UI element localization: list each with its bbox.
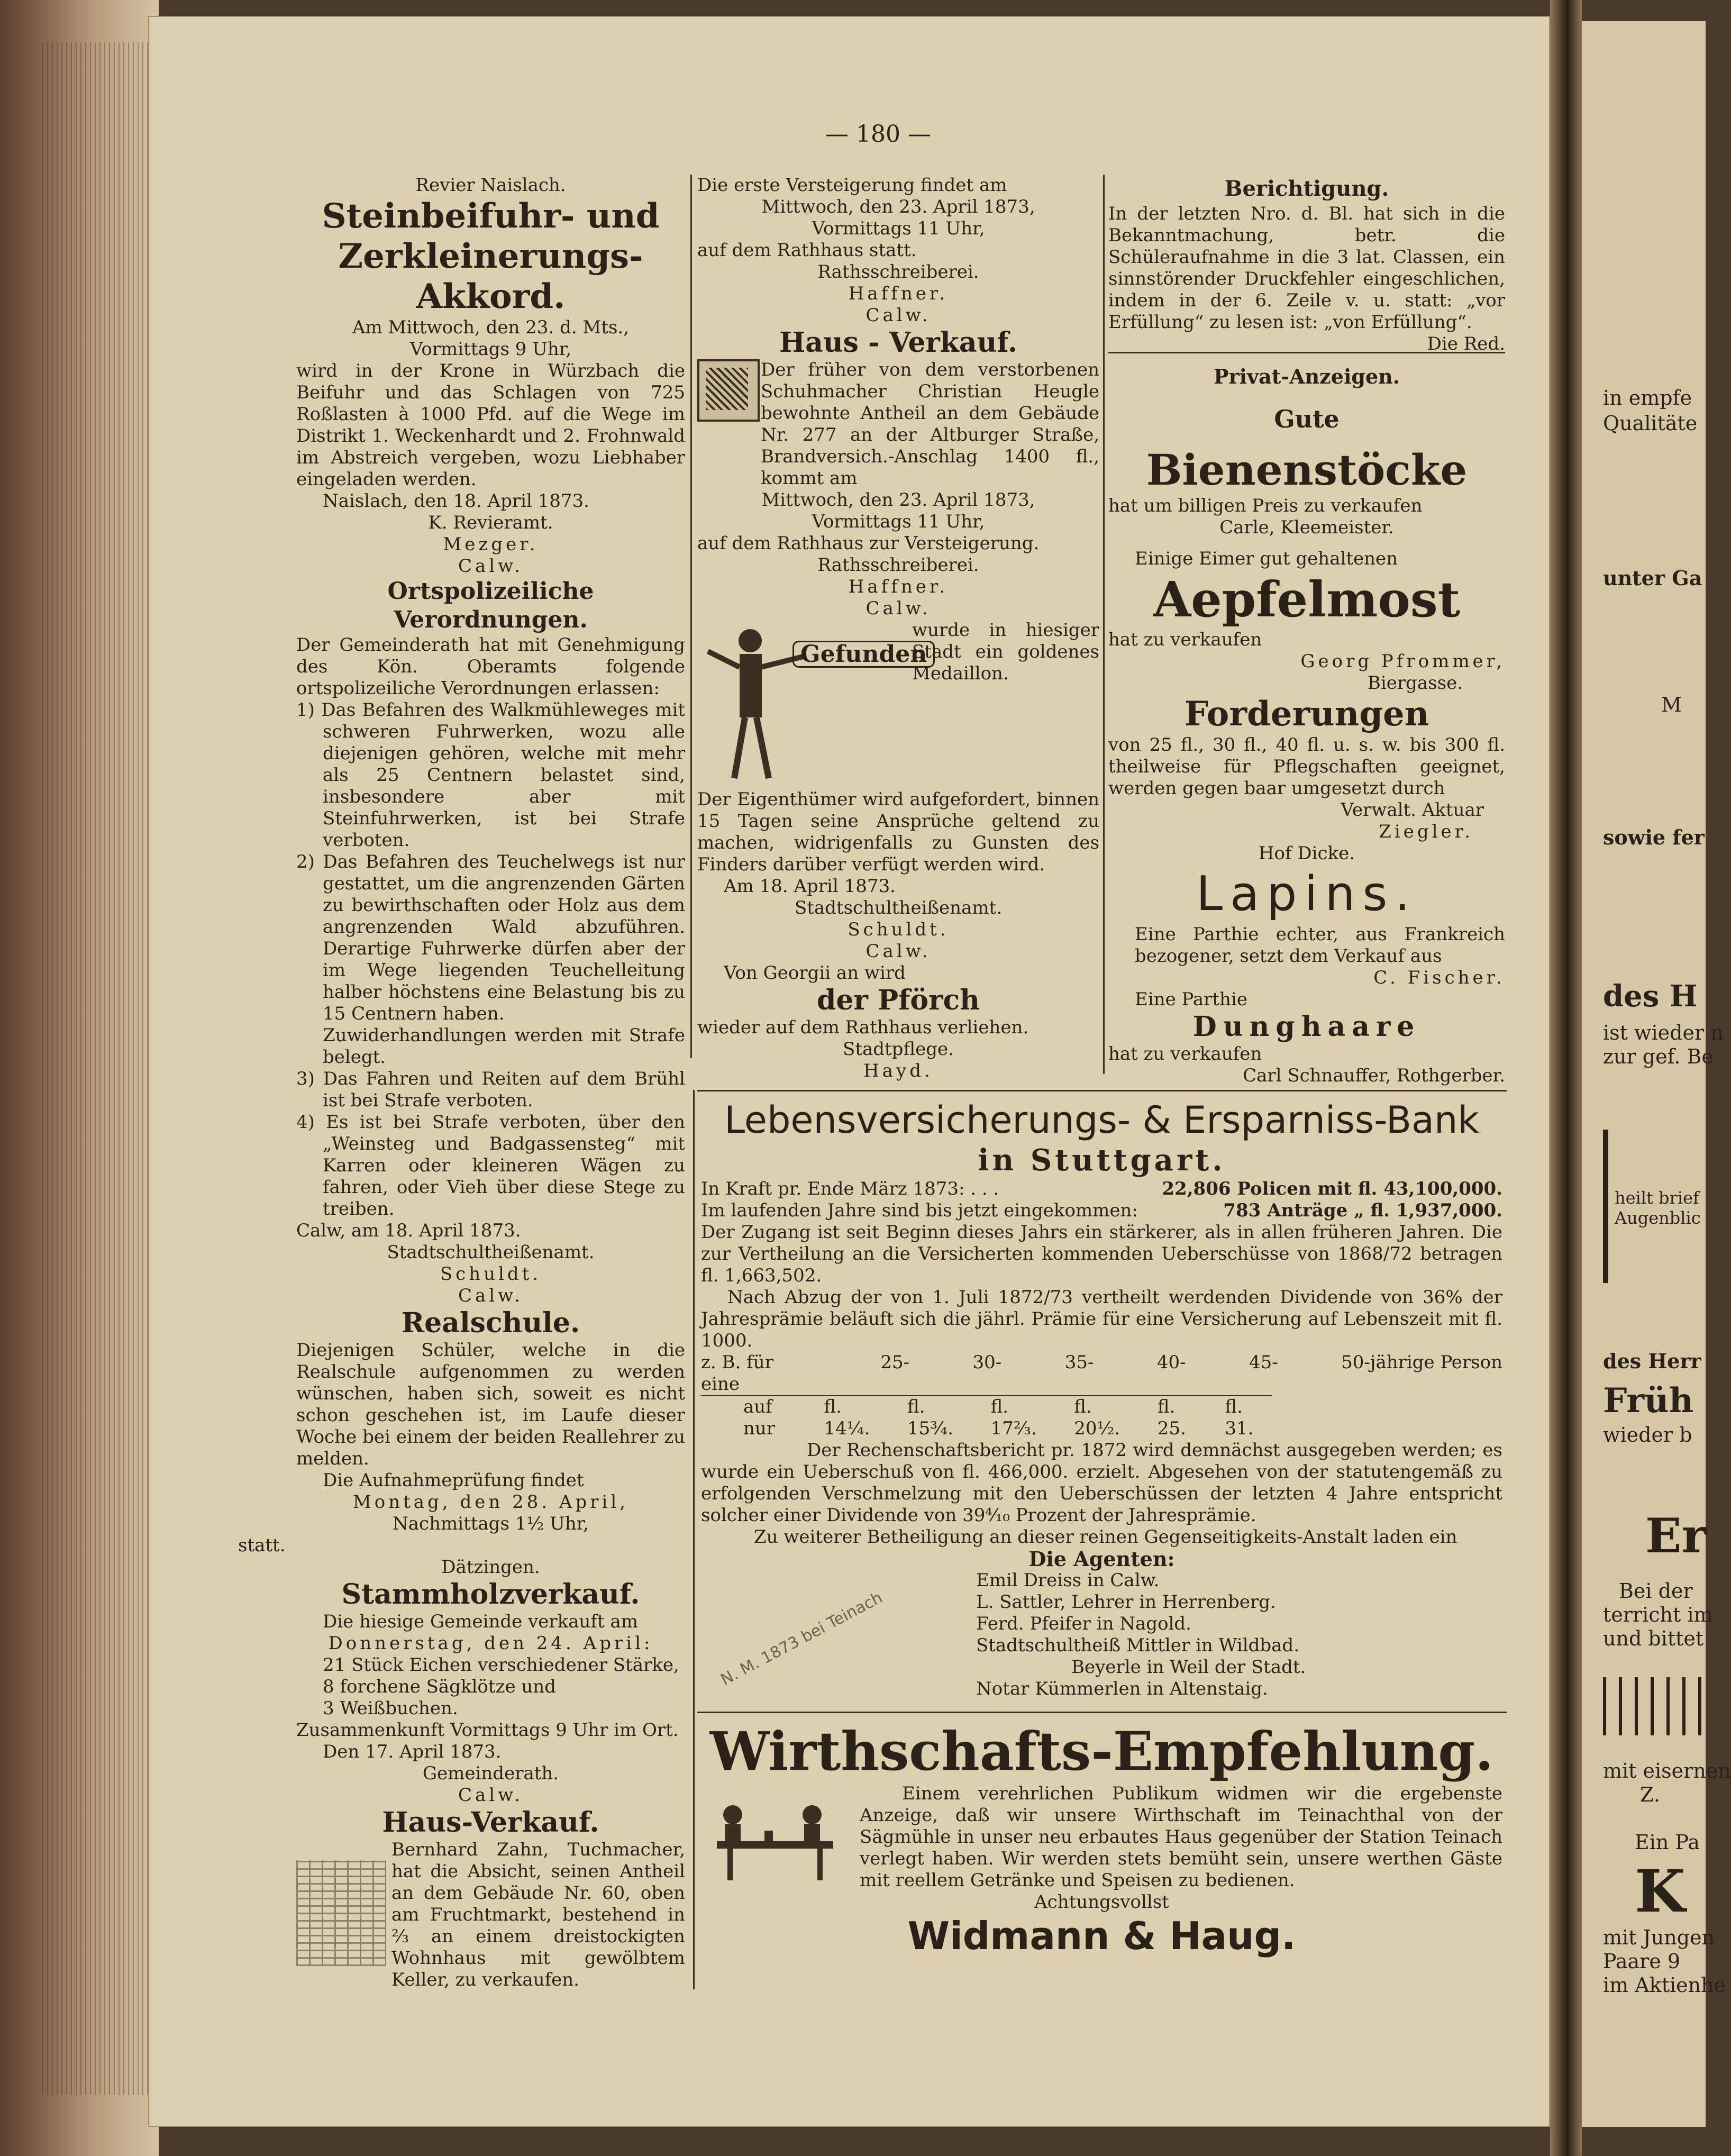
facing-text: sowie fer [1603,825,1705,849]
ad-body: hat zu verkaufen [1108,629,1262,650]
ad-location: Calw. [458,1785,524,1806]
ad-body: von 25 fl., 30 fl., 40 fl. u. s. w. bis 300 fl. theilweise für Pflegschaften geeignet, werden gegen baar umgesetzt durch [1108,734,1505,799]
sale-item: 21 Stück Eichen verschiedener Stärke, [323,1654,679,1676]
ad-signature: C. Fischer. [1373,967,1505,988]
facing-text: M [1661,693,1682,716]
facing-box: heilt brief Augenblic [1603,1130,1720,1283]
ad-location: Calw. [458,556,524,577]
ad-time: Vormittags 9 Uhr, [409,339,572,360]
column-2 [697,175,1099,1082]
age-cell: 40- [1156,1352,1186,1373]
facing-text: im Aktienhe [1603,1973,1726,1997]
ad-body: hat zu verkaufen [1108,1043,1262,1065]
initial-pattern [706,368,748,410]
ad-office: Gemeinderath. [422,1763,559,1784]
ad-body: Die hiesige Gemeinde verkauft am [323,1611,638,1632]
ad-time: Vormittags 11 Uhr, [812,511,985,532]
facing-text: wieder b [1603,1423,1692,1447]
bank-stat-row [701,1200,1502,1222]
facing-text: unter Ga [1603,566,1702,590]
ad-location: Dätzingen. [441,1557,540,1578]
page-edges [42,42,148,2095]
ad-closing: Achtungsvollst [1034,1891,1169,1913]
stat-value: 22,806 Policen mit fl. 43,100,000. [1162,1178,1502,1199]
price-cell: fl. 31. [1225,1396,1254,1439]
ad-date: Montag, den 28. April, [352,1491,629,1513]
ad-body: Von Georgii an wird [724,962,906,984]
facing-text: des Herr [1603,1349,1701,1373]
ad-location: Calw. [866,941,931,962]
facing-text: Ein Pa [1635,1831,1700,1854]
ages-row [701,1352,1502,1395]
bank-paragraph: Nach Abzug der von 1. Juli 1872/73 vertheilt werdenden Dividende von 36% der Jahresprämie beläuft sich die jährl. Prämie für eine Versicherung auf Lebenszeit mit fl. 1000. [701,1287,1502,1351]
house-engraving [296,1860,386,1966]
ad-body: wird in der Krone in Würzbach die Beifuhr und das Schlagen von 725 Roßlasten à 1000 Pfd. auf die Wege im Distrikt 1. Weckenhardt und 2. Frohnwald im Abstreich vergeben, wozu Liebhaber eingeladen werden. [296,360,685,490]
ad-place-date: Den 17. April 1873. [323,1741,502,1762]
ad-body: Die erste Versteigerung findet am [697,175,1007,196]
ad-pre: Gute [1274,405,1340,433]
ad-signature: Widmann & Haug. [907,1914,1296,1958]
ad-signature: Carl Schnauffer, Rothgerber. [1243,1065,1505,1086]
ad-body: Der Gemeinderath hat mit Genehmigung des Kön. Oberamts folgende ortspolizeiliche Verordnungen erlassen: [296,634,685,699]
ad-location: Calw. [458,1285,524,1306]
age-cell: 35- [1064,1352,1094,1373]
section-heading: Privat-Anzeigen. [1214,365,1400,388]
ad-date: Donnerstag, den 24. April: [328,1633,653,1654]
bank-stat-row [701,1178,1502,1200]
ordinance-item: 3) Das Fahren und Reiten auf dem Brühl ist bei Strafe verboten. [296,1068,685,1111]
facing-text: mit Jungen [1603,1926,1715,1949]
column-rule [693,1090,695,1989]
ad-body: statt. [238,1535,286,1556]
ad-headline: Stammholzverkauf. [341,1578,640,1611]
ad-signature: Schuldt. [848,919,949,940]
ad-headline: Haus - Verkauf. [779,326,1017,359]
ad-signature: Verwalt. Aktuar [1341,799,1484,821]
section-rule [697,1090,1507,1091]
ad-signature: Haffner. [848,576,949,597]
column-1 [238,175,685,1991]
facing-text: ist wieder n [1603,1021,1724,1044]
ad-location: Calw. [866,598,931,619]
ad-body: Die Aufnahmeprüfung findet [323,1470,584,1491]
ad-place-date: Am 18. April 1873. [724,876,896,897]
sale-item: 3 Weißbuchen. [323,1698,458,1719]
ad-body: wurde in hiesiger Stadt ein goldenes Medaillon. [912,620,1099,684]
ad-signature: Carle, Kleemeister. [1219,517,1394,538]
ad-office: Stadtschultheißenamt. [387,1242,595,1263]
tavern-scene-icon [701,1783,854,1889]
facing-text: Z. [1640,1783,1660,1806]
facing-text: terricht im [1603,1603,1713,1626]
agent-line: Notar Kümmerlen in Altenstaig. [976,1678,1268,1699]
section-rule [697,1712,1507,1713]
ad-headline: Wirthschafts-Empfehlung. [709,1720,1494,1782]
agent-line: Stadtschultheiß Mittler in Wildbad. [976,1635,1300,1656]
ad-date: Mittwoch, den 23. April 1873, [761,196,1035,217]
facing-text: Er [1645,1508,1707,1564]
initial-frame [697,359,760,422]
facing-text: K [1635,1857,1686,1925]
ad-signature: Mezger. [443,534,539,555]
ad-pre: Eine Parthie [1135,989,1247,1010]
book-gutter [1550,0,1582,2156]
agent-line: Beyerle in Weil der Stadt. [1071,1657,1306,1678]
facing-text: in empfe [1603,386,1692,410]
facing-text: und bittet [1603,1627,1704,1650]
ad-headline: Haus-Verkauf. [382,1806,599,1839]
age-cell: 30- [972,1352,1002,1373]
ad-body: wieder auf dem Rathhaus verliehen. [697,1017,1029,1038]
price-cell: fl. 17⅔. [990,1396,1037,1439]
column-3 [1108,175,1505,1087]
ad-headline: Forderungen [1184,694,1429,734]
stat-value: 783 Anträge „ fl. 1,937,000. [1223,1200,1502,1221]
ad-headline: Berichtigung. [1224,176,1389,201]
ad-signature: Schuldt. [440,1263,542,1285]
ad-date: Mittwoch, den 23. April 1873, [761,489,1035,511]
facing-engraving [1603,1677,1709,1735]
age-cell: 45- [1249,1352,1278,1373]
ad-signature: Hof Dicke. [1258,843,1355,864]
ad-signature: Ziegler. [1379,821,1473,842]
ad-headline: Ortspolizeiliche Verordnungen. [387,578,594,633]
age-cell: 25- [880,1352,910,1373]
ad-office: Stadtschultheißenamt. [794,897,1003,918]
ordinance-item: 4) Es ist bei Strafe verboten, über den „Weinsteg und Badgassensteg“ mit Karren oder kleineren Wägen zu fahren, oder Vieh über diese Stege zu treiben. [296,1112,685,1220]
ad-body: auf dem Rathhaus zur Versteigerung. [697,533,1040,554]
ad-body: hat um billigen Preis zu verkaufen [1108,495,1423,516]
ad-pre: Einige Eimer gut gehaltenen [1135,548,1398,569]
agent-line: Ferd. Pfeifer in Nagold. [976,1613,1191,1634]
ad-body: Der früher von dem verstorbenen Schuhmacher Christian Heugle bewohnte Antheil an dem Gebäude Nr. 277 an der Altburger Straße, Brandversich.-Anschlag 1400 fl., kommt am [761,359,1099,489]
ad-body: In der letzten Nro. d. Bl. hat sich in die Bekanntmachung, betr. die Schüleraufnahme in die 3 lat. Classen, ein sinnstörender Druckfehler eingeschlichen, indem in der 6. Zeile v. u. statt: „vor Erfüllung“ zu lesen ist: „von Erfüllung“. [1108,203,1505,333]
ad-office: Rathsschreiberei. [817,554,979,576]
ad-body: Diejenigen Schüler, welche in die Realschule aufgenommen zu werden wünschen, haben sich, soweit es nicht schon geschehen ist, im Laufe dieser Woche bei einem der beiden Reallehrer zu melden. [296,1340,685,1469]
ad-body: Bernhard Zahn, Tuchmacher, hat die Absicht, seinen Antheil an dem Gebäude Nr. 60, oben am Fruchtmarkt, bestehend in ⅔ an einem dreistockigten Wohnhaus mit gewölbtem Keller, zu verkaufen. [391,1839,685,1990]
ad-signature: Hayd. [863,1060,933,1081]
ad-body: auf dem Rathhaus statt. [697,240,917,261]
ad-place-date: Calw, am 18. April 1873. [296,1220,521,1241]
ad-headline: Realschule. [401,1307,580,1339]
ad-headline: Bienenstöcke [1146,445,1468,495]
stat-label: Im laufenden Jahre sind bis jetzt eingekommen: [701,1200,1138,1221]
ad-body: Der Eigenthümer wird aufgefordert, binnen 15 Tagen seine Ansprüche geltend zu machen, widrigenfalls zu Gunsten des Finders darüber verfügt werden wird. [697,789,1099,875]
facing-text: mit eisernen [1603,1759,1731,1782]
ad-headline: Steinbeifuhr- und [322,196,660,236]
sale-item: 8 forchene Sägklötze und [323,1676,556,1697]
page-number: — 180 — [825,121,931,148]
column-rule [1103,175,1105,1074]
ad-signature: Die Red. [1427,333,1505,354]
handwritten-note: N. M. 1873 bei Teinach [717,1588,886,1689]
book-spine-edge [0,0,159,2156]
facing-text: Paare 9 [1603,1950,1681,1973]
ad-headline: Aepfelmost [1153,571,1461,628]
wirthschaft-advertisement [701,1720,1502,1959]
ad-signature: Haffner. [848,283,949,304]
bank-title: Lebensversicherungs- & Ersparniss-Bank [724,1098,1479,1142]
stat-label: In Kraft pr. Ende März 1873: . . . [701,1178,999,1199]
ad-date: Am Mittwoch, den 23. d. Mts., [352,317,630,338]
agent-line: Emil Dreiss in Calw. [976,1570,1160,1591]
price-cell: fl. 20½. [1074,1396,1120,1439]
ad-time: Vormittags 11 Uhr, [812,218,985,239]
column-rule [690,175,692,1058]
prices-label: auf nur [743,1396,776,1439]
ad-body: Eine Parthie echter, aus Frankreich bezogener, setzt dem Verkauf aus [1135,924,1505,967]
ad-signature: Georg Pfrommer, [1300,651,1505,672]
bank-subtitle: in Stuttgart. [978,1143,1226,1178]
ordinance-item: 1) Das Befahren des Walkmühleweges mit schweren Fuhrwerken, wozu alle diejenigen gehören, welche mit mehr als 25 Centnern belastet sind, insbesondere aber mit Steinfuhrwerken, ist bei Strafe verboten. [296,699,685,851]
ad-time: Nachmittags 1½ Uhr, [393,1513,589,1534]
gefunden-illustration [697,620,927,789]
facing-text: Bei der [1619,1579,1693,1603]
facing-text: Qualitäte [1603,412,1698,435]
ad-body: Einem verehrlichen Publikum widmen wir die ergebenste Anzeige, daß wir unsere Wirthschaft im Teinachthal von der Sägmühle in unser neu erbautes Haus gegenüber der Station Teinach verlegt haben. Wir werden stets bemüht sein, unsere werthen Gäste mit reellem Getränke und Speisen zu bedienen. [860,1783,1502,1891]
ad-headline: Zerkleinerungs-Akkord. [338,236,643,316]
price-cell: fl. 25. [1157,1396,1186,1439]
ad-headline: Lapins. [1196,866,1417,922]
bank-advertisement [701,1098,1502,1700]
ad-headline: Dunghaare [1192,1011,1421,1043]
agents-heading: Die Agenten: [1028,1547,1175,1571]
ad-place-date: Naislach, den 18. April 1873. [323,490,589,512]
ad-headline: der Pförch [817,984,980,1016]
ad-office: Stadtpflege. [843,1039,954,1060]
ad-location: Revier Naislach. [415,175,566,196]
price-cell: fl. 15¾. [907,1396,954,1439]
facing-page-fragment [1582,21,1731,2127]
facing-text: zur gef. Be [1603,1045,1714,1068]
ad-signature: Biergasse. [1367,672,1463,694]
agent-line: L. Sattler, Lehrer in Herrenberg. [976,1591,1276,1613]
ages-label: z. B. für eine [701,1352,773,1395]
ad-body: Zusammenkunft Vormittags 9 Uhr im Ort. [296,1720,679,1741]
bank-paragraph: Der Zugang ist seit Beginn dieses Jahrs ein stärkerer, als in allen früheren Jahren. Die zur Vertheilung an die Versicherten kommenden Ueberschüsse von 1868/72 betragen fl. 1,663,502. [701,1222,1502,1286]
age-cell: 50-jährige Person [1341,1352,1502,1373]
ad-office: Rathsschreiberei. [817,261,979,283]
facing-text: des H [1603,979,1698,1014]
bank-paragraph: Zu weiterer Betheiligung an dieser reinen Gegenseitigkeits-Anstalt laden ein [754,1526,1457,1548]
ordinance-item: 2) Das Befahren des Teuchelwegs ist nur gestattet, um die angrenzenden Gärten zu bewirthschaften oder Holz aus dem angrenzenden Wald abzuführen. Derartige Fuhrwerke dürfen aber der im Wege liegenden Teuchelleitung halber höchstens eine Belastung bis zu 15 Centnern haben. [296,851,685,1024]
gefunden-badge: Gefunden [792,641,935,668]
bank-paragraph: Der Rechenschaftsbericht pr. 1872 wird demnächst ausgegeben werden; es wurde ein Ueberschuß von fl. 466,000. erzielt. Abgesehen von der statutengemäß zu erfolgenden Verschmelzung mit den Ueberschüssen der letzten 4 Jahre entspricht solcher einer Dividende von 39⁴⁄₁₀ Prozent der Jahresprämie. [701,1440,1502,1526]
facing-text: Früh [1603,1381,1694,1421]
ad-office: K. Revieramt. [428,512,553,533]
ordinance-item: Zuwiderhandlungen werden mit Strafe belegt. [323,1025,685,1068]
ad-location: Calw. [866,305,931,326]
prices-row [701,1395,1272,1440]
ornamental-initial [697,359,755,423]
price-cell: fl. 14¼. [824,1396,870,1439]
